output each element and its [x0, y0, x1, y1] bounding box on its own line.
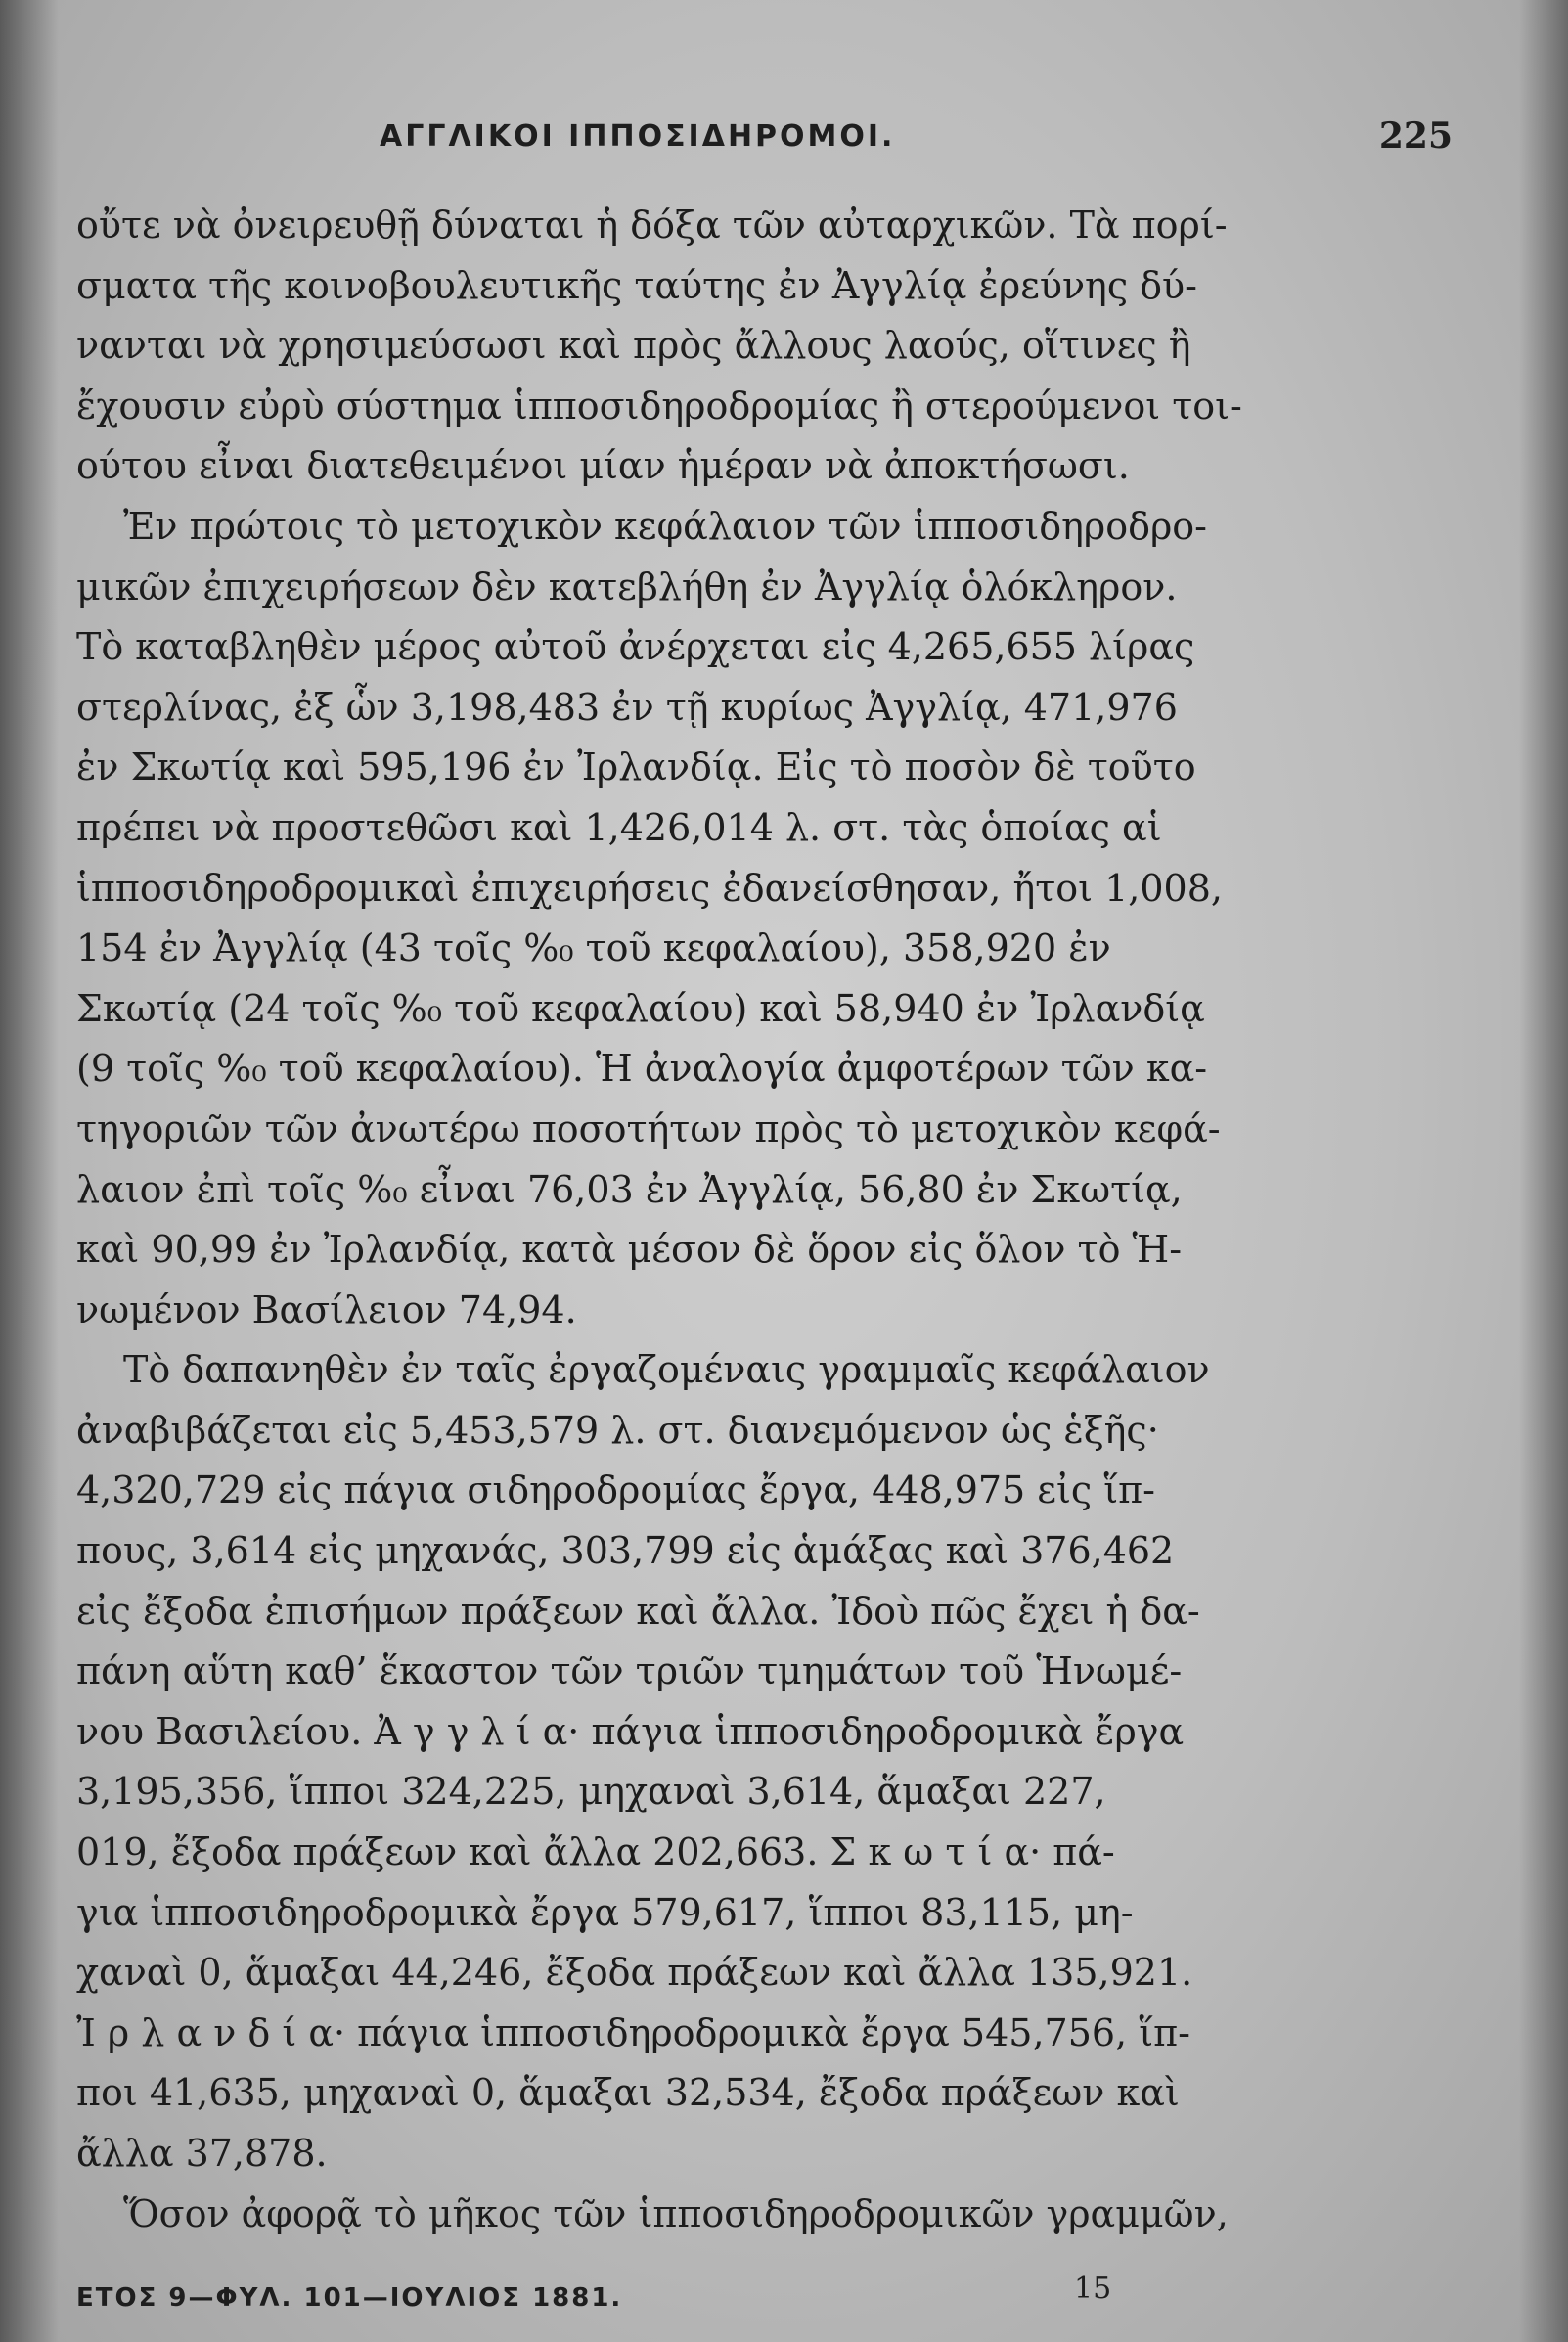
text-line: καὶ 90,99 ἐν Ἰρλανδίᾳ, κατὰ μέσον δὲ ὅρον εἰς ὅλον τὸ Ἡ-	[76, 1228, 1183, 1272]
body-text	[76, 196, 1242, 2244]
text-line: ἔχουσιν εὐρὺ σύστημα ἱπποσιδηροδρομίας ἢ στερούμενοι τοι-	[76, 383, 1242, 428]
text-line: νανται νὰ χρησιμεύσωσι καὶ πρὸς ἄλλους λαούς, οἵτινες ἢ	[76, 324, 1191, 368]
text-line: πους, 3,614 εἰς μηχανάς, 303,799 εἰς ἁμάξας καὶ 376,462	[76, 1529, 1175, 1573]
text-line: Ὅσον ἀφορᾷ τὸ μῆκος τῶν ἱπποσιδηροδρομικῶν γραμμῶν,	[123, 2191, 1229, 2235]
text-line: στερλίνας, ἐξ ὧν 3,198,483 ἐν τῇ κυρίως Ἀγγλίᾳ, 471,976	[76, 685, 1178, 729]
text-line: ἀναβιβάζεται εἰς 5,453,579 λ. στ. διανεμόμενον ὡς ἑξῆς·	[76, 1408, 1159, 1452]
text-line: μικῶν ἐπιχειρήσεων δὲν κατεβλήθη ἐν Ἀγγλίᾳ ὁλόκληρον.	[76, 564, 1178, 608]
text-line: χαναὶ 0, ἅμαξαι 44,246, ἔξοδα πράξεων καὶ ἄλλα 135,921.	[76, 1951, 1193, 1995]
text-line: τηγοριῶν τῶν ἀνωτέρω ποσοτήτων πρὸς τὸ μετοχικὸν κεφά-	[76, 1106, 1221, 1150]
text-line: 154 ἐν Ἀγγλίᾳ (43 τοῖς %₀ τοῦ κεφαλαίου), 358,920 ἐν	[76, 926, 1111, 970]
text-line: πάνη αὕτη καθ’ ἕκαστον τῶν τριῶν τμημάτων τοῦ Ἡνωμέ-	[76, 1649, 1183, 1693]
page-header	[76, 115, 1492, 168]
text-line: Τὸ δαπανηθὲν ἐν ταῖς ἐργαζομέναις γραμμαῖς κεφάλαιον	[123, 1348, 1210, 1392]
text-line: ούτου εἶναι διατεθειμένοι μίαν ἡμέραν νὰ ἀποκτήσωσι.	[76, 444, 1130, 488]
text-line: (9 τοῖς %₀ τοῦ κεφαλαίου). Ἡ ἀναλογία ἀμφοτέρων τῶν κα-	[76, 1047, 1208, 1091]
text-line: ἐν Σκωτίᾳ καὶ 595,196 ἐν Ἰρλανδίᾳ. Εἰς τὸ ποσὸν δὲ τοῦτο	[76, 745, 1196, 789]
footer-signature: ΕΤΟΣ 9—ΦΥΛ. 101—ΙΟΥΛΙΟΣ 1881.	[76, 2283, 623, 2313]
text-line: λαιον ἐπὶ τοῖς %₀ εἶναι 76,03 ἐν Ἀγγλίᾳ, 56,80 ἐν Σκωτίᾳ,	[76, 1167, 1183, 1211]
text-line: 3,195,356, ἵπποι 324,225, μηχαναὶ 3,614, ἅμαξαι 227,	[76, 1770, 1106, 1814]
text-line: νωμένον Βασίλειον 74,94.	[76, 1287, 577, 1331]
text-line: 019, ἔξοδα πράξεων καὶ ἄλλα 202,663. Σ κ ω τ ί α· πά-	[76, 1830, 1115, 1874]
text-line: 4,320,729 εἰς πάγια σιδηροδρομίας ἔργα, 448,975 εἰς ἵπ-	[76, 1468, 1155, 1512]
text-line: Σκωτίᾳ (24 τοῖς %₀ τοῦ κεφαλαίου) καὶ 58,940 ἐν Ἰρλανδίᾳ	[76, 986, 1205, 1030]
text-line: Ἰ ρ λ α ν δ ί α· πάγια ἱπποσιδηροδρομικὰ ἔργα 545,756, ἵπ-	[76, 2010, 1190, 2054]
text-line: Τὸ καταβληθὲν μέρος αὐτοῦ ἀνέρχεται εἰς 4,265,655 λίρας	[76, 625, 1195, 669]
sheet-number: 15	[1074, 2272, 1112, 2306]
text-line: ἱπποσιδηροδρομικαὶ ἐπιχειρήσεις ἐδανείσθησαν, ἤτοι 1,008,	[76, 866, 1223, 910]
page-footer	[76, 2272, 1201, 2332]
text-line: εἰς ἔξοδα ἐπισήμων πράξεων καὶ ἄλλα. Ἰδοὺ πῶς ἔχει ἡ δα-	[76, 1589, 1200, 1633]
text-line: ἄλλα 37,878.	[76, 2132, 328, 2175]
page-number: 225	[1378, 115, 1453, 157]
text-line: πρέπει νὰ προστεθῶσι καὶ 1,426,014 λ. στ. τὰς ὁποίας αἱ	[76, 805, 1162, 849]
text-line: νου Βασιλείου. Ἀ γ γ λ ί α· πάγια ἱπποσιδηροδρομικὰ ἔργα	[76, 1709, 1185, 1753]
running-title: ΑΓΓΛΙΚΟΙ ΙΠΠΟΣΙΔΗΡΟΜΟΙ.	[380, 119, 896, 154]
text-line: ποι 41,635, μηχαναὶ 0, ἅμαξαι 32,534, ἔξοδα πράξεων καὶ	[76, 2071, 1180, 2115]
text-line: σματα τῆς κοινοβουλευτικῆς ταύτης ἐν Ἀγγλίᾳ ἐρεύνης δύ-	[76, 263, 1197, 307]
text-line: οὔτε νὰ ὀνειρευθῇ δύναται ἡ δόξα τῶν αὐταρχικῶν. Τὰ πορί-	[76, 203, 1228, 247]
text-line: για ἱπποσιδηροδρομικὰ ἔργα 579,617, ἵπποι 83,115, μη-	[76, 1890, 1134, 1934]
text-line: Ἐν πρώτοις τὸ μετοχικὸν κεφάλαιον τῶν ἱπποσιδηροδρο-	[123, 504, 1208, 548]
